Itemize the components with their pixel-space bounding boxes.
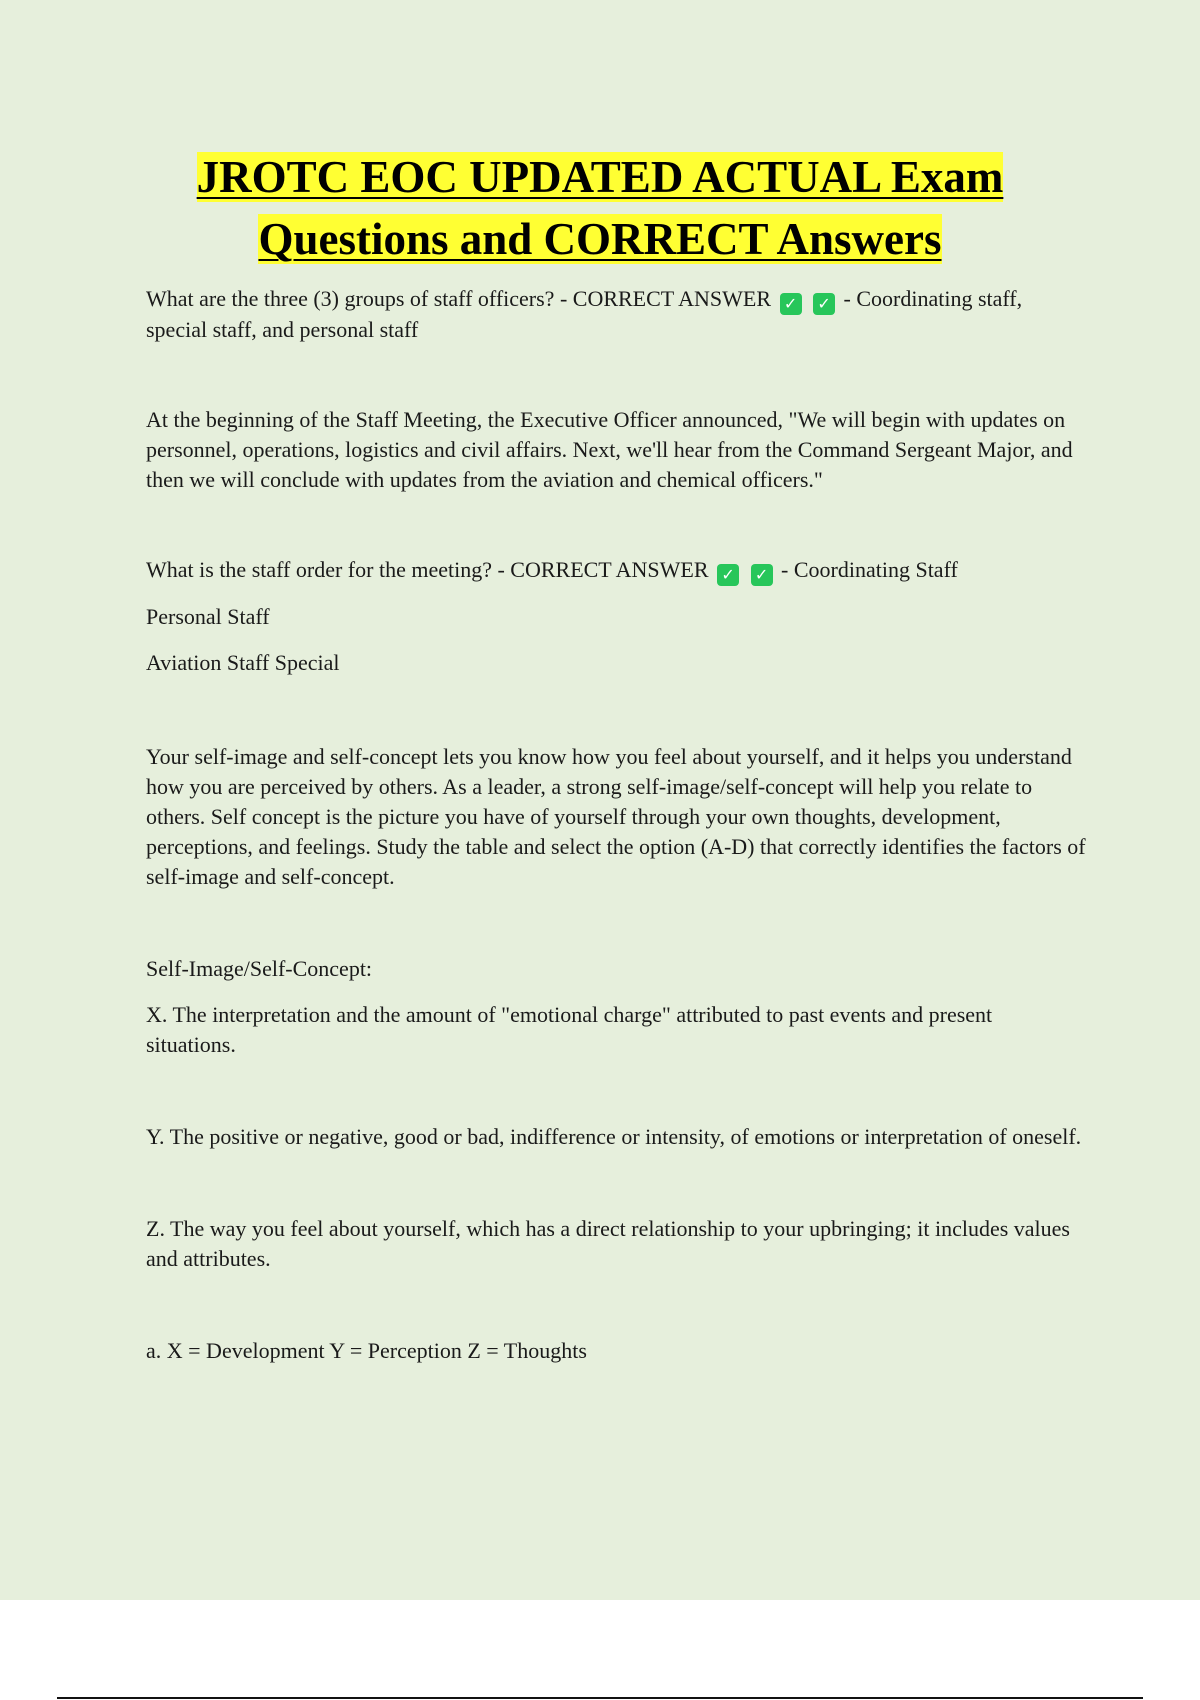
title-line-1: JROTC EOC UPDATED ACTUAL Exam xyxy=(196,152,1004,202)
check-mark-icon: ✓ xyxy=(717,564,739,586)
footer-divider xyxy=(57,1697,1143,1699)
question-2-answer-line-2: Personal Staff xyxy=(146,604,270,629)
question-2-answer-line-3: Aviation Staff Special xyxy=(146,650,340,675)
table-heading: Self-Image/Self-Concept: xyxy=(146,956,373,981)
question-2 xyxy=(146,555,1086,586)
question-1-text: What are the three (3) groups of staff officers? - CORRECT ANSWER xyxy=(146,286,772,311)
self-image-paragraph: Your self-image and self-concept lets you know how you feel about yourself, and it helps you understand how you are perceived by others. As a leader, a strong self-image/self-concept will help you relate to others. Self concept is the picture you have of yourself through your own thoughts, development, perceptions, and feelings. Study the table and select the option (A-D) that correctly identifies the factors of self-image and self-concept. xyxy=(146,744,1086,889)
scenario-paragraph: At the beginning of the Staff Meeting, the Executive Officer announced, "We will begin with updates on personnel, operations, logistics and civil affairs. Next, we'll hear from the Command Sergeant Major, and then we will conclude with updates from the aviation and chemical officers." xyxy=(146,407,1073,492)
check-mark-icon: ✓ xyxy=(813,293,835,315)
item-y: Y. The positive or negative, good or bad, indifference or intensity, of emotions or interpretation of oneself. xyxy=(146,1124,1082,1149)
item-x: X. The interpretation and the amount of "emotional charge" attributed to past events and present situations. xyxy=(146,1002,993,1057)
item-z: Z. The way you feel about yourself, which has a direct relationship to your upbringing; it includes values and attributes. xyxy=(146,1216,1070,1271)
question-2-text: What is the staff order for the meeting? - CORRECT ANSWER xyxy=(146,557,709,582)
document-body xyxy=(146,284,1086,1366)
question-1-answer: - Coordinating staff, special staff, and personal staff xyxy=(146,286,1023,342)
option-a: a. X = Development Y = Perception Z = Thoughts xyxy=(146,1338,587,1363)
title-line-2: Questions and CORRECT Answers xyxy=(258,214,942,264)
check-mark-icon: ✓ xyxy=(751,564,773,586)
check-mark-icon: ✓ xyxy=(780,293,802,315)
question-1 xyxy=(146,284,1086,345)
question-2-answer: - Coordinating Staff xyxy=(781,557,958,582)
document-title xyxy=(0,146,1200,270)
